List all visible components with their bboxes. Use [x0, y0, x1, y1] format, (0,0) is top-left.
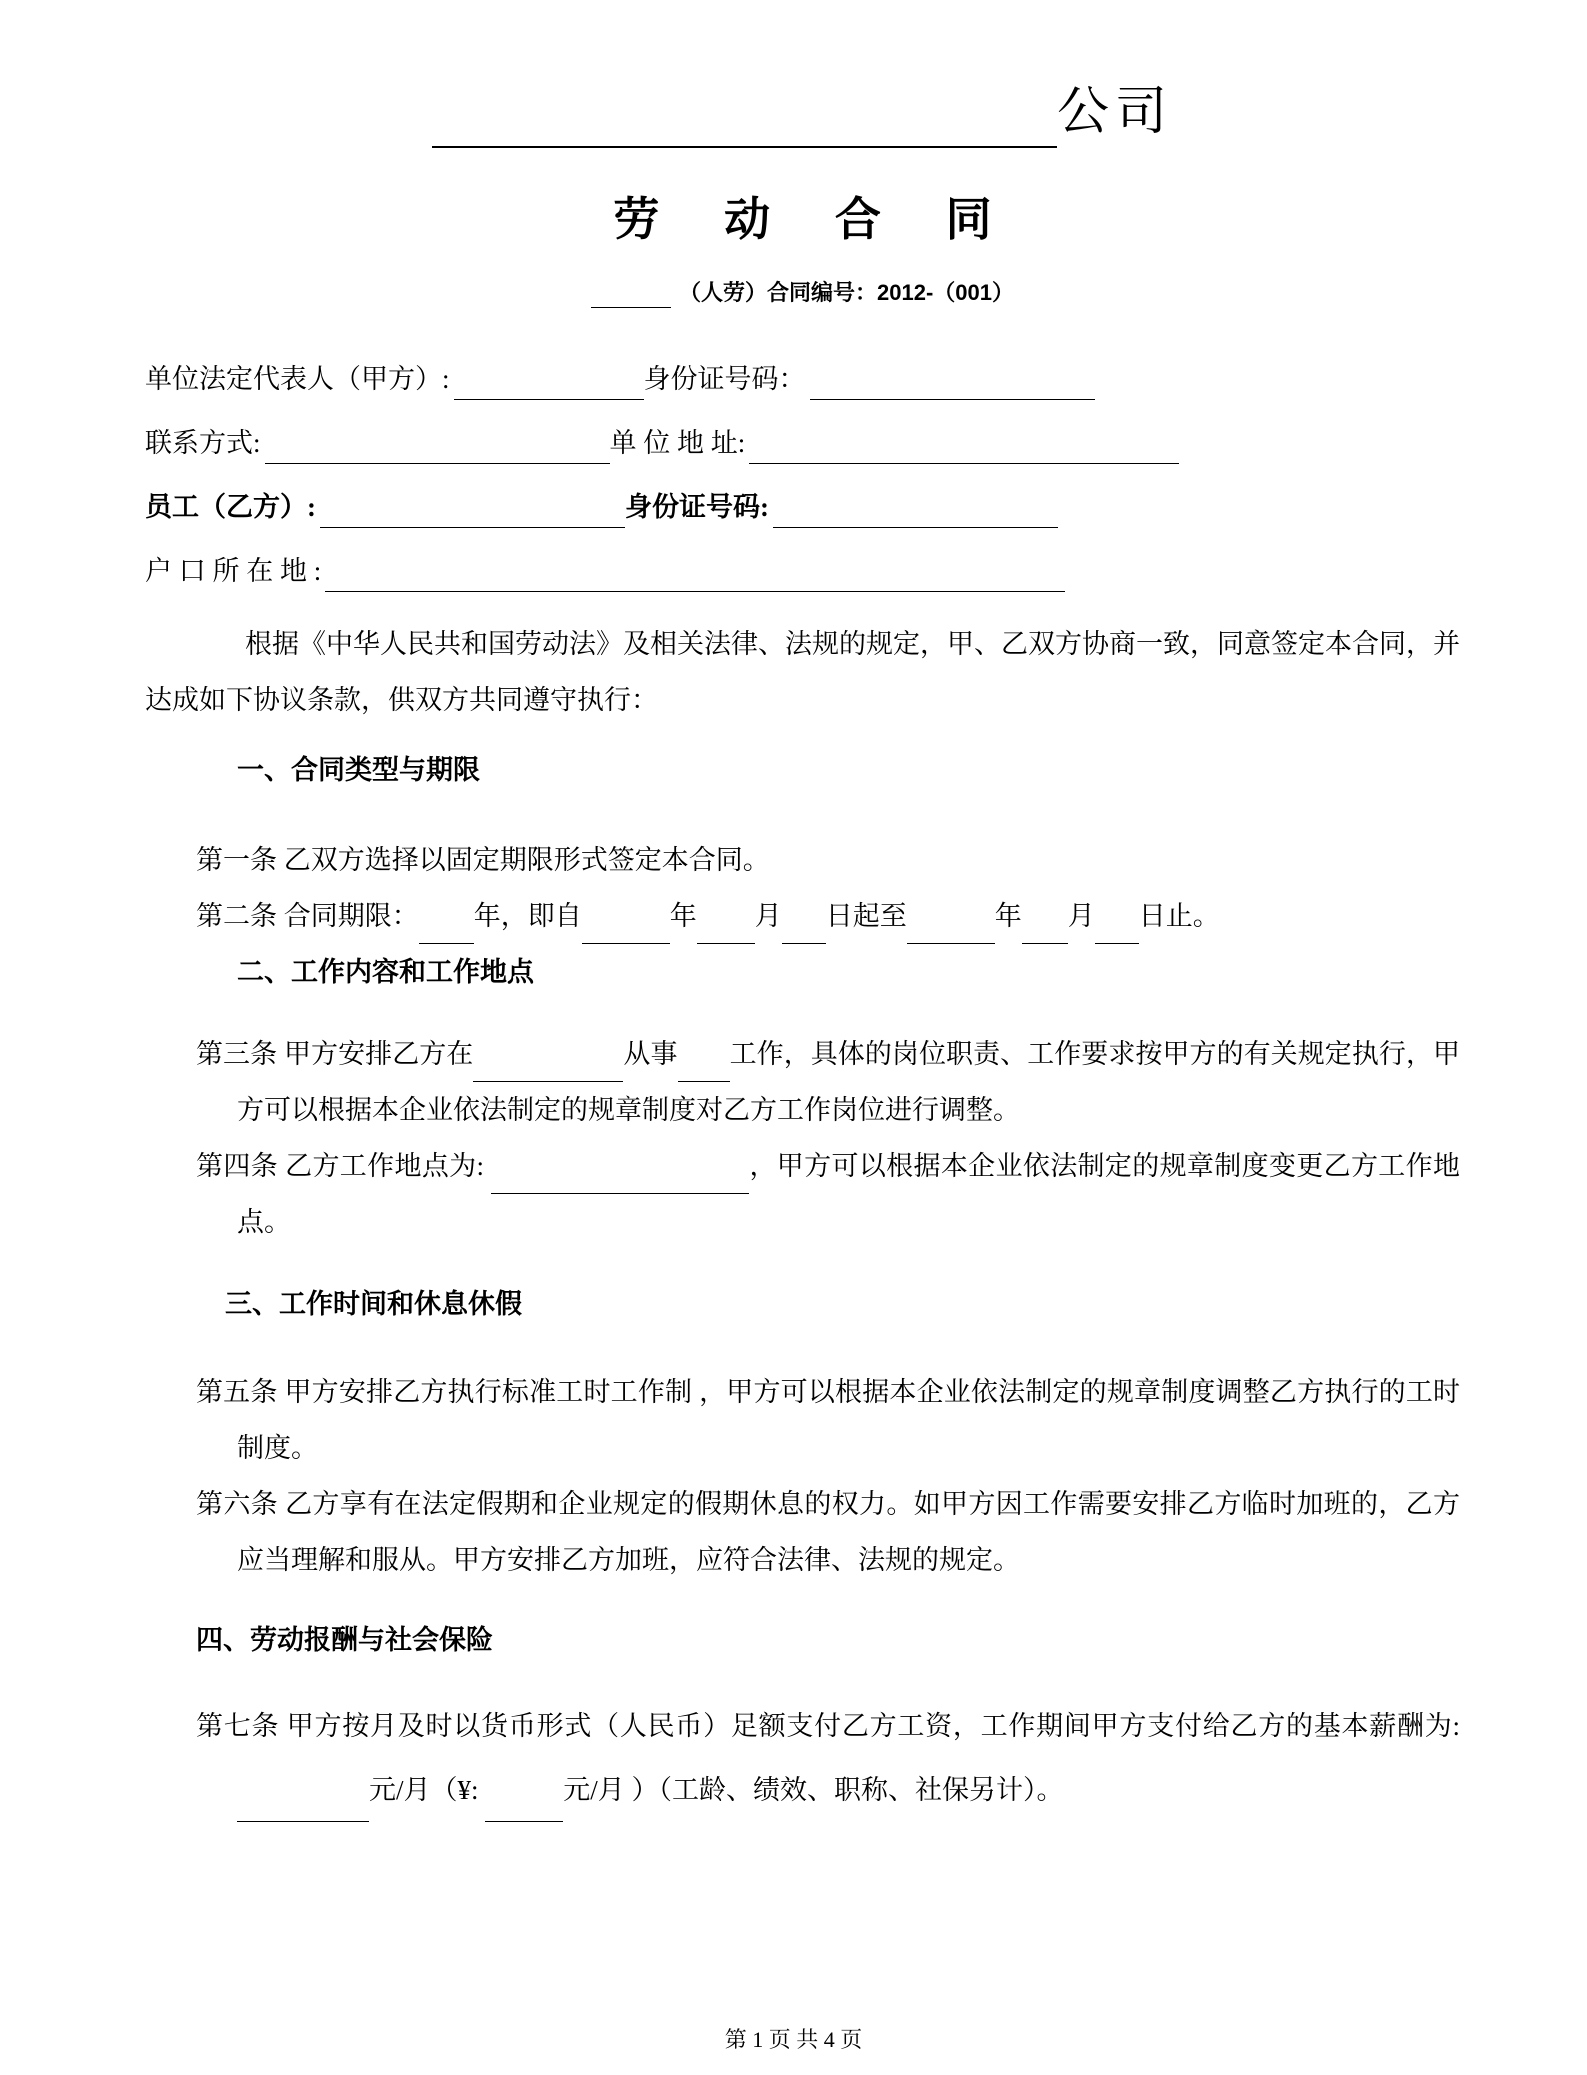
clause-2-seg-g: 月	[1067, 901, 1095, 931]
id-a-blank	[810, 371, 1095, 400]
end-year-blank	[907, 915, 995, 944]
clause-4	[145, 1138, 1460, 1250]
legal-rep-row	[145, 358, 1460, 400]
clause-2	[145, 888, 1460, 944]
section-4-heading: 四、劳动报酬与社会保险	[196, 1625, 493, 1655]
clause-7-seg-c: 元/月 ）（工龄、绩效、职称、社保另计）。	[563, 1775, 1064, 1805]
contract-no-text: （人劳）合同编号：2012-（001）	[679, 280, 1014, 305]
legal-rep-blank	[454, 371, 644, 400]
clause-1: 第一条 乙双方选择以固定期限形式签定本合同。	[196, 845, 770, 875]
salary-amount-blank	[237, 1793, 369, 1822]
id-a-label: 身份证号码：	[643, 364, 806, 394]
work-dept-blank	[473, 1053, 623, 1082]
document-title: 劳 动 合 同	[613, 193, 1018, 245]
employee-label: 员工（乙方）:	[145, 492, 316, 522]
clause-2-seg-a: 第二条 合同期限：	[196, 901, 419, 931]
clause-5: 第五条 甲方安排乙方执行标准工时工作制 ，甲方可以根据本企业依法制定的规章制度调整乙方执行的工时制度。	[196, 1377, 1460, 1463]
work-location-blank	[491, 1165, 749, 1194]
clause-7-seg-b: 元/月（¥:	[369, 1775, 486, 1805]
address-blank	[749, 435, 1179, 464]
residence-label: 户 口 所 在 地 :	[145, 556, 322, 586]
clause-3-seg-a: 第三条 甲方安排乙方在	[196, 1039, 474, 1069]
residence-blank	[325, 563, 1065, 592]
clause-2-seg-b: 年，即自	[473, 901, 582, 931]
id-b-blank	[773, 499, 1058, 528]
page-footer: 第 1 页 共 4 页	[724, 2027, 863, 2052]
clause-3	[145, 1026, 1460, 1138]
clause-2-seg-d: 月	[754, 901, 782, 931]
company-title-line	[145, 78, 1460, 148]
end-day-blank	[1095, 915, 1139, 944]
employee-name-blank	[320, 499, 625, 528]
section-1-heading: 一、合同类型与期限	[237, 755, 480, 785]
intro-paragraph: 根据《中华人民共和国劳动法》及相关法律、法规的规定，甲、乙双方协商一致，同意签定本合同，并达成如下协议条款，供双方共同遵守执行：	[145, 629, 1460, 715]
clause-3-seg-c: 工作，具体的岗位职责、工作要求按甲方的有关规定执行，甲方可以根据本企业依法制定的规章制度对乙方工作岗位进行调整。	[237, 1039, 1461, 1125]
employee-row	[145, 486, 1460, 528]
work-job-blank	[678, 1053, 730, 1082]
legal-rep-label: 单位法定代表人（甲方）:	[145, 364, 450, 394]
company-name-blank	[432, 94, 1057, 148]
residence-row	[145, 550, 1460, 592]
clause-4-seg-b: ，甲方可以根据本企业依法制定的规章制度变更乙方工作地点。	[237, 1151, 1460, 1237]
start-day-blank	[782, 915, 826, 944]
clause-3-seg-b: 从事	[623, 1039, 678, 1069]
contact-label: 联系方式:	[145, 428, 261, 458]
section-3-heading: 三、工作时间和休息休假	[225, 1289, 522, 1319]
clause-2-seg-e: 日起至	[825, 901, 907, 931]
contact-row	[145, 422, 1460, 464]
id-b-label: 身份证号码:	[625, 492, 769, 522]
end-month-blank	[1022, 915, 1068, 944]
start-month-blank	[697, 915, 755, 944]
contact-blank	[265, 435, 610, 464]
clause-2-seg-h: 日止。	[1138, 901, 1220, 931]
clause-2-seg-f: 年	[994, 901, 1022, 931]
term-years-blank	[419, 915, 474, 944]
section-2-heading: 二、工作内容和工作地点	[237, 957, 534, 987]
clause-6: 第六条 乙方享有在法定假期和企业规定的假期休息的权力。如甲方因工作需要安排乙方临时加班的，乙方应当理解和服从。甲方安排乙方加班，应符合法律、法规的规定。	[196, 1489, 1460, 1575]
start-year-blank	[582, 915, 670, 944]
party-info-block	[145, 358, 1460, 592]
clause-7-seg-a: 第七条 甲方按月及时以货币形式（人民币）足额支付乙方工资，工作期间甲方支付给乙方的基本薪酬为:	[196, 1711, 1460, 1741]
company-suffix-text: 公司	[1056, 84, 1173, 141]
salary-yuan-blank	[485, 1793, 563, 1822]
clause-7	[145, 1694, 1460, 1822]
clause-4-seg-a: 第四条 乙方工作地点为:	[196, 1151, 492, 1181]
contract-no-blank	[591, 284, 671, 308]
contract-number-line	[145, 278, 1460, 308]
clause-2-seg-c: 年	[669, 901, 697, 931]
address-label: 单 位 地 址:	[609, 428, 746, 458]
